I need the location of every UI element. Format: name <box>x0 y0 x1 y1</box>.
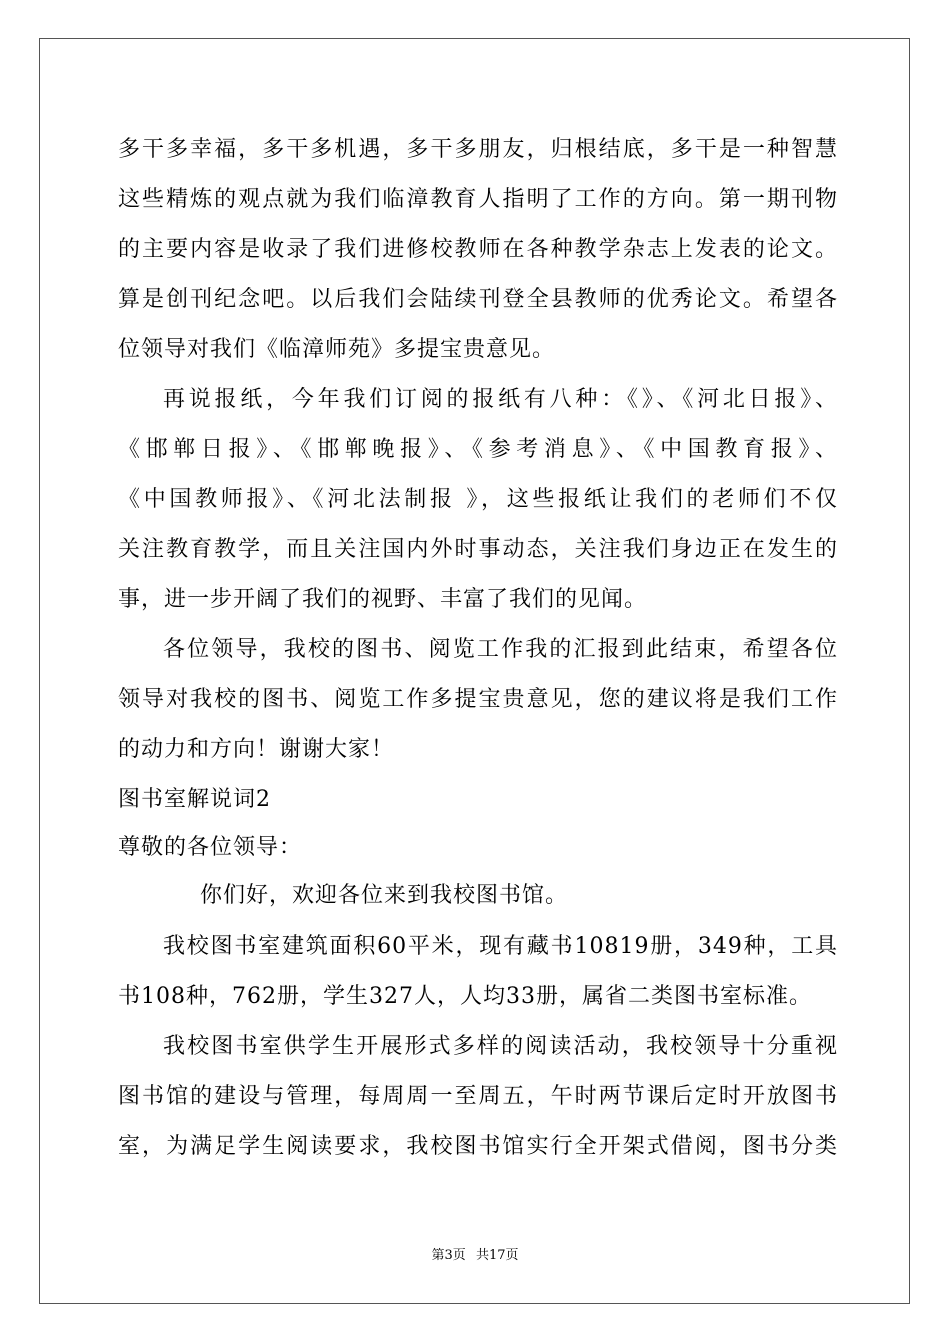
text-line: 室，为满足学生阅读要求，我校图书馆实行全开架式借阅，图书分类 <box>118 1134 838 1159</box>
text-line: 的主要内容是收录了我们进修校教师在各种教学杂志上发表的论文。 <box>118 237 838 262</box>
text-line: 事，进一步开阔了我们的视野、丰富了我们的见闻。 <box>118 587 648 612</box>
page-total: 共17页 <box>475 1248 519 1263</box>
salutation: 尊敬的各位领导： <box>118 835 303 860</box>
paragraph-first-line: 我校图书室建筑面积60平米，现有藏书10819册，349种，工具 <box>163 934 838 959</box>
text-line: 《邯郸日报》、《邯郸晚报》、《参考消息》、《中国教育报》、 <box>118 437 838 462</box>
text-line: 多干多幸福，多干多机遇，多干多朋友，归根结底，多干是一种智慧 <box>118 137 838 162</box>
page-footer <box>0 1247 950 1265</box>
text-line: 位领导对我们《临漳师苑》多提宝贵意见。 <box>118 337 556 362</box>
text-line: 《中国教师报》、《河北法制报 》，这些报纸让我们的老师们不仅 <box>118 487 838 512</box>
text-line: 关注教育教学，而且关注国内外时事动态，关注我们身边正在发生的 <box>118 537 838 562</box>
page-border <box>39 38 910 1304</box>
text-line: 这些精炼的观点就为我们临漳教育人指明了工作的方向。第一期刊物 <box>118 187 838 212</box>
greeting-line: 你们好，欢迎各位来到我校图书馆。 <box>200 883 569 908</box>
text-line: 书108种，762册，学生327人，人均33册，属省二类图书室标准。 <box>118 984 812 1009</box>
page-number: 第3页 <box>431 1248 466 1263</box>
text-line: 图书馆的建设与管理，每周周一至周五，午时两节课后定时开放图书 <box>118 1084 838 1109</box>
paragraph-first-line: 各位领导，我校的图书、阅览工作我的汇报到此结束，希望各位 <box>163 637 838 662</box>
text-line: 算是创刊纪念吧。以后我们会陆续刊登全县教师的优秀论文。希望各 <box>118 287 838 312</box>
section-title: 图书室解说词2 <box>118 787 271 812</box>
paragraph-first-line: 再说报纸，今年我们订阅的报纸有八种：《》、《河北日报》、 <box>163 387 838 412</box>
text-line: 领导对我校的图书、阅览工作多提宝贵意见，您的建议将是我们工作 <box>118 687 838 712</box>
paragraph-first-line: 我校图书室供学生开展形式多样的阅读活动，我校领导十分重视 <box>163 1034 838 1059</box>
text-line: 的动力和方向！谢谢大家！ <box>118 737 395 762</box>
